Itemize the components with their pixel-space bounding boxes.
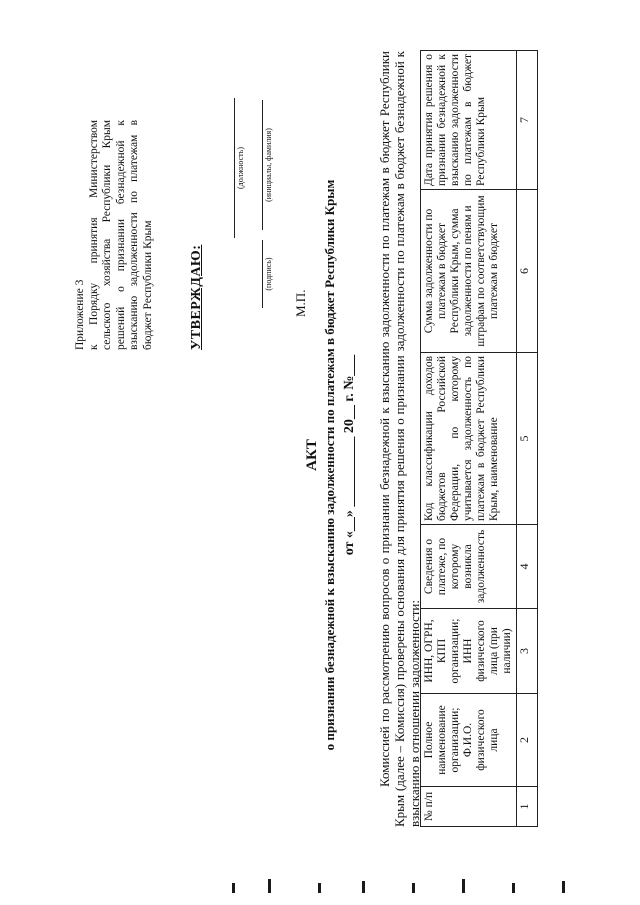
name-line [262,100,263,230]
position-caption: (должность) [236,147,245,189]
header-cell: Полное наименование организации; Ф.И.О. физического лица [421,694,517,787]
act-subtitle: о признании безнадежной к взысканию задолженности по платежам в бюджет Республики Крым [322,179,337,751]
column-number: 1 [517,787,538,827]
scan-mark [412,883,415,893]
signature-caption: (подпись) [264,257,273,291]
act-date-line: от «__» __________ 20__ г. №___ [342,354,357,556]
column-number: 6 [517,190,538,353]
column-number: 2 [517,694,538,787]
header-cell: Дата принятия решения о признании безнадежной к взысканию задолженности по платежам в бюджет Республики Крым [421,51,517,190]
act-title: АКТ [304,439,320,471]
column-number: 4 [517,525,538,609]
scan-mark [462,879,465,893]
header-cell: Код классификации доходов бюджетов Российской Федерации, по которому учитывается задолженность по платежам в бюджет Республики Крым, наименование [421,353,517,525]
appendix-line: сельского хозяйства Республики Крым [101,120,113,350]
scan-mark [232,883,235,893]
header-cell: № п/п [421,787,517,827]
scan-mark [562,881,565,893]
appendix-line: взысканию задолженности по платежам в [128,120,140,350]
scan-mark [318,883,321,893]
signature-line [262,240,263,308]
table-number-row [517,51,538,827]
appendix-note [74,120,155,350]
approval-heading: УТВЕРЖДАЮ: [189,244,204,350]
appendix-line: к Порядку принятия Министерством [87,120,100,350]
header-cell: Сведения о платеже, по которому возникла задолженность [421,525,517,609]
column-number: 5 [517,353,538,525]
scan-mark [268,879,271,893]
appendix-line: решений о признании безнадежной к [114,120,127,350]
header-cell: ИНН, ОГРН, КПП организации; ИНН физического лица (при наличии) [421,609,517,694]
appendix-line: бюджет Республики Крым [141,220,154,350]
table-header-row [421,51,517,827]
column-number: 7 [517,51,538,190]
debt-table [420,50,538,827]
scan-mark [512,883,515,893]
scan-mark [362,881,365,893]
position-line [234,98,235,238]
name-caption: (инициалы, фамилия) [264,128,273,202]
intro-paragraph: Комиссией по рассмотрению вопросов о признании безнадежной к взысканию задолженности по платежам в бюджет Республики Крым (далее – Комиссия) проверены основания для принятия решения о признании задолженности по платежам в бюджет безнадежной к взысканию в отношении задолженности: [377,51,422,827]
appendix-line: Приложение 3 [74,279,86,350]
header-cell: Сумма задолженности по платежам в бюджет Республики Крым, сумма задолженности по пеням и штрафам по соответствующим платежам в бюджет [421,190,517,353]
seal-placeholder: М.П. [293,289,308,317]
column-number: 3 [517,609,538,694]
